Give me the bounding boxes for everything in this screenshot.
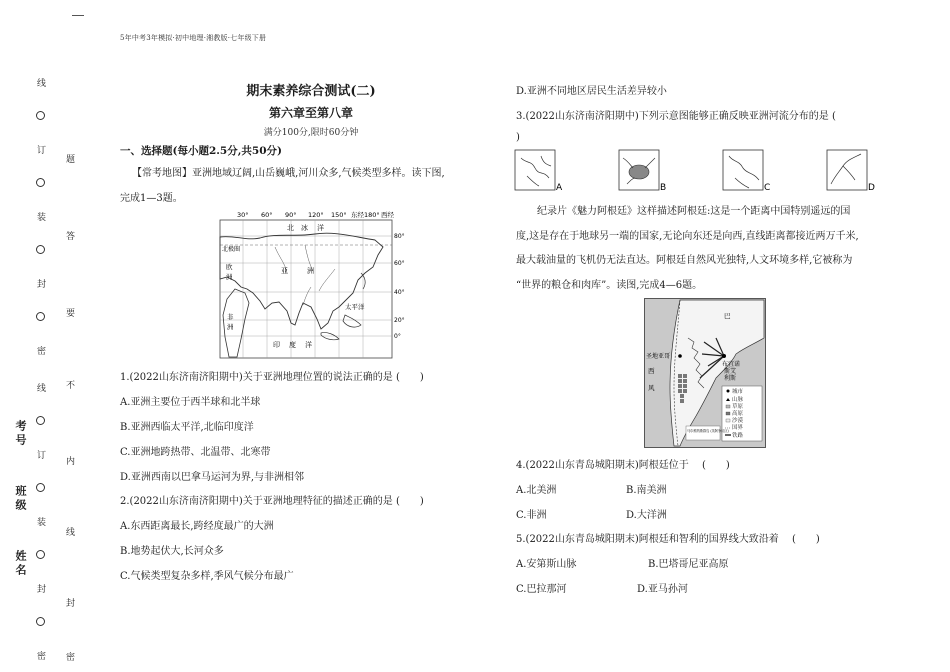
q3-stem-end: ) bbox=[516, 132, 520, 143]
map2-legend: 沙漠 bbox=[732, 418, 744, 424]
map-label: 洋 bbox=[317, 224, 324, 232]
map2-note: 马尔维纳斯群岛 (英阿争议区) bbox=[687, 429, 729, 433]
lat-label: 60° bbox=[394, 260, 405, 267]
q2-option-c[interactable]: C.气候类型复杂多样,季风气候分布最广 bbox=[120, 571, 294, 582]
passage2-line4: “世界的粮仓和肉库”。读图,完成4—6题。 bbox=[516, 280, 703, 291]
passage2-line3: 最大载油量的飞机仍无法直达。阿根廷自然风光独特,人文环境多样,它被称为 bbox=[516, 255, 853, 266]
exam-title: 期末素养综合测试(二) bbox=[246, 84, 376, 99]
q1-stem: 1.(2022山东济南济阳期中)关于亚洲地理位置的说法正确的是 ( ) bbox=[120, 372, 424, 383]
q3-stem: 3.(2022山东济南济阳期中)下列示意图能够正确反映亚洲河流分布的是 ( bbox=[516, 111, 836, 122]
q3-letter-d: D bbox=[868, 183, 875, 193]
binding-char: 装 bbox=[37, 518, 47, 528]
q5-option-d[interactable]: D.亚马孙河 bbox=[637, 584, 688, 595]
passage2-line2: 度,这是存在于地球另一端的国家,无论向东还是向西,直线距离都接近两万千米, bbox=[516, 231, 859, 242]
q4-option-b[interactable]: B.南美洲 bbox=[626, 485, 667, 496]
exam-subtitle: 第六章至第八章 bbox=[268, 106, 353, 120]
q3-river-diagrams bbox=[513, 148, 883, 193]
map-label: 洲 bbox=[307, 267, 314, 275]
q3-diagram-a[interactable] bbox=[515, 150, 563, 193]
q3-letter-b: B bbox=[660, 183, 667, 193]
binding-char: 线 bbox=[37, 79, 47, 89]
q3-diagram-c[interactable] bbox=[723, 150, 770, 193]
lon-label: 60° bbox=[261, 211, 273, 219]
binding-char: 要 bbox=[66, 309, 76, 319]
q5-option-c[interactable]: C.巴拉那河 bbox=[516, 584, 567, 595]
binding-char: 封 bbox=[66, 599, 76, 609]
map1-intro-line2: 完成1—3题。 bbox=[120, 193, 183, 204]
map-label: 洋 bbox=[305, 341, 312, 349]
map-label: 太平洋 bbox=[345, 303, 365, 311]
binding-char: 答 bbox=[66, 232, 76, 242]
map2-legend: 国界 bbox=[732, 425, 744, 431]
q3-letter-a: A bbox=[556, 183, 563, 193]
q1-option-a[interactable]: A.亚洲主要位于西半球和北半球 bbox=[120, 397, 261, 408]
q5-option-a[interactable]: A.安第斯山脉 bbox=[516, 559, 577, 570]
map-label: 北极圈 bbox=[222, 246, 241, 253]
binding-hole-icon bbox=[36, 312, 45, 321]
map2-legend: 高原 bbox=[732, 411, 744, 417]
lon-label: 90° bbox=[285, 211, 297, 219]
map-label: 欧 bbox=[226, 263, 233, 271]
binding-char: 题 bbox=[66, 155, 76, 165]
q4-option-c[interactable]: C.非洲 bbox=[516, 510, 547, 521]
map-label: 度 bbox=[289, 341, 296, 349]
lon-label: 西经 bbox=[381, 211, 394, 219]
map2-legend: 城市 bbox=[732, 389, 744, 395]
q5-option-b[interactable]: B.巴塔哥尼亚高原 bbox=[648, 559, 729, 570]
map1-intro-line1: 【常考地图】亚洲地域辽阔,山岳巍峨,河川众多,气候类型多样。读下图, bbox=[132, 168, 445, 179]
top-rule bbox=[72, 15, 84, 16]
lon-label: 东经180° bbox=[351, 211, 380, 219]
binding-char: 线 bbox=[66, 528, 76, 538]
binding-char: 装 bbox=[37, 213, 47, 223]
lat-label: 80° bbox=[394, 233, 405, 240]
map-label: 北 bbox=[287, 224, 294, 232]
binding-char: 封 bbox=[37, 585, 47, 595]
map2-label: 利斯 bbox=[724, 375, 737, 382]
running-header: 5年中考3年模拟·初中地理·湘教版·七年级下册 bbox=[120, 34, 267, 42]
q2-option-b[interactable]: B.地势起伏大,长河众多 bbox=[120, 546, 224, 557]
map2-legend: 山脉 bbox=[732, 397, 744, 403]
map2-legend: 草原 bbox=[732, 404, 744, 410]
q1-option-c[interactable]: C.亚洲地跨热带、北温带、北寒带 bbox=[120, 447, 271, 458]
map2-label: 巴 bbox=[724, 312, 731, 320]
q2-option-a[interactable]: A.东西距离最长,跨经度最广的大洲 bbox=[120, 521, 274, 532]
name-label: 姓名 bbox=[14, 550, 27, 578]
map2-label: 圣地亚哥 bbox=[646, 353, 671, 360]
binding-hole-icon bbox=[36, 550, 45, 559]
q4-option-a[interactable]: A.北美洲 bbox=[516, 485, 557, 496]
binding-char: 不 bbox=[66, 381, 76, 391]
map-label: 印 bbox=[273, 341, 280, 349]
lon-label: 120° bbox=[308, 211, 324, 219]
lat-label: 40° bbox=[394, 289, 405, 296]
argentina-map bbox=[644, 298, 766, 448]
q1-option-d[interactable]: D.亚洲西南以巴拿马运河为界,与非洲相邻 bbox=[120, 472, 305, 483]
q2-option-d[interactable]: D.亚洲不同地区居民生活差异较小 bbox=[516, 86, 667, 97]
map2-label: 西 bbox=[648, 367, 655, 375]
binding-char: 内 bbox=[66, 457, 76, 467]
passage2-line1: 纪录片《魅力阿根廷》这样描述阿根廷:这是一个距离中国特别遥远的国 bbox=[537, 206, 851, 217]
map-label: 亚 bbox=[281, 267, 288, 275]
map2-legend: 铁路 bbox=[732, 433, 744, 439]
map-label: 洲 bbox=[227, 323, 234, 331]
map2-label: 斯艾 bbox=[724, 368, 737, 375]
lat-label: 20° bbox=[394, 317, 405, 324]
binding-hole-icon bbox=[36, 617, 45, 626]
map2-label: 布宜诺 bbox=[722, 361, 741, 368]
q5-stem: 5.(2022山东青岛城阳期末)阿根廷和智利的国界线大致沿着 ( ) bbox=[516, 534, 820, 545]
map-label: 冰 bbox=[301, 224, 308, 232]
lon-label: 30° bbox=[237, 211, 249, 219]
exam-info: 满分100分,限时60分钟 bbox=[263, 128, 359, 138]
map2-label: 风 bbox=[648, 384, 655, 392]
binding-char: 线 bbox=[37, 384, 47, 394]
q4-option-d[interactable]: D.大洋洲 bbox=[626, 510, 667, 521]
binding-hole-icon bbox=[36, 483, 45, 492]
binding-hole-icon bbox=[36, 416, 45, 425]
binding-char: 订 bbox=[37, 146, 47, 156]
section-heading: 一、选择题(每小题2.5分,共50分) bbox=[120, 145, 282, 157]
lon-label: 150° bbox=[331, 211, 347, 219]
q3-diagram-b[interactable] bbox=[619, 150, 666, 193]
binding-hole-icon bbox=[36, 111, 45, 120]
asia-map bbox=[215, 207, 405, 362]
binding-char: 密 bbox=[37, 652, 47, 662]
q3-diagram-d[interactable] bbox=[827, 150, 875, 193]
q2-stem: 2.(2022山东济南济阳期中)关于亚洲地理特征的描述正确的是 ( ) bbox=[120, 496, 424, 507]
map-label: 非 bbox=[227, 313, 234, 321]
class-label: 班级 bbox=[14, 485, 27, 513]
q4-stem: 4.(2022山东青岛城阳期末)阿根廷位于 ( ) bbox=[516, 460, 730, 471]
binding-char: 密 bbox=[37, 347, 47, 357]
binding-hole-icon bbox=[36, 245, 45, 254]
q3-letter-c: C bbox=[764, 183, 771, 193]
binding-hole-icon bbox=[36, 178, 45, 187]
binding-char: 订 bbox=[37, 451, 47, 461]
q1-option-b[interactable]: B.亚洲西临太平洋,北临印度洋 bbox=[120, 422, 254, 433]
binding-char: 封 bbox=[37, 280, 47, 290]
map-label: 洲 bbox=[226, 273, 233, 281]
exam-number-label: 考号 bbox=[14, 420, 27, 448]
binding-char: 密 bbox=[66, 653, 76, 663]
lat-label: 0° bbox=[394, 333, 401, 340]
